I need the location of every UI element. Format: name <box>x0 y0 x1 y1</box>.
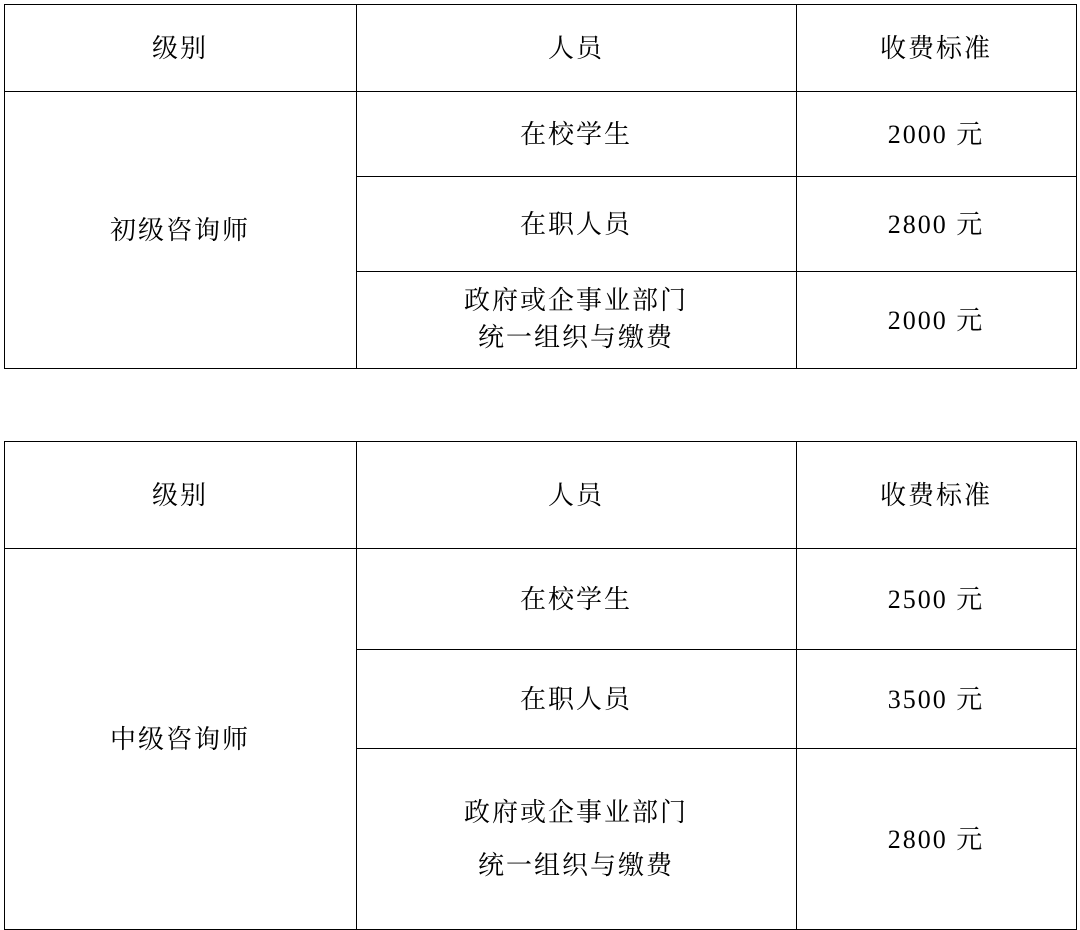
person-cell: 在校学生 <box>356 92 796 177</box>
fee-cell: 2000 元 <box>796 272 1076 369</box>
fee-cell: 2000 元 <box>796 92 1076 177</box>
column-header-fee: 收费标准 <box>796 442 1076 549</box>
person-cell-line2: 统一组织与缴费 <box>477 851 674 880</box>
table-header-row <box>4 442 1076 549</box>
person-cell <box>356 749 796 930</box>
person-cell: 在职人员 <box>356 650 796 749</box>
person-cell-line1: 政府或企事业部门 <box>463 798 688 827</box>
level-cell-middle: 中级咨询师 <box>4 549 356 930</box>
level-cell-junior: 初级咨询师 <box>4 92 356 369</box>
table-row <box>4 92 1076 177</box>
column-header-person: 人员 <box>356 442 796 549</box>
person-cell: 在职人员 <box>356 177 796 272</box>
column-header-fee: 收费标准 <box>796 5 1076 92</box>
column-header-level: 级别 <box>4 5 356 92</box>
person-cell: 在校学生 <box>356 549 796 650</box>
table-spacer <box>0 369 1080 441</box>
table-header-row <box>4 5 1076 92</box>
person-cell-line2: 统一组织与缴费 <box>477 323 674 352</box>
fee-cell: 2800 元 <box>796 177 1076 272</box>
fee-cell: 2800 元 <box>796 749 1076 930</box>
document-page <box>0 4 1080 880</box>
table-row <box>4 549 1076 650</box>
fee-cell: 3500 元 <box>796 650 1076 749</box>
column-header-person: 人员 <box>356 5 796 92</box>
fee-cell: 2500 元 <box>796 549 1076 650</box>
junior-fee-table <box>4 4 1077 369</box>
column-header-level: 级别 <box>4 442 356 549</box>
person-cell-line1: 政府或企事业部门 <box>463 286 688 316</box>
person-cell <box>356 272 796 369</box>
middle-fee-table <box>4 441 1077 930</box>
